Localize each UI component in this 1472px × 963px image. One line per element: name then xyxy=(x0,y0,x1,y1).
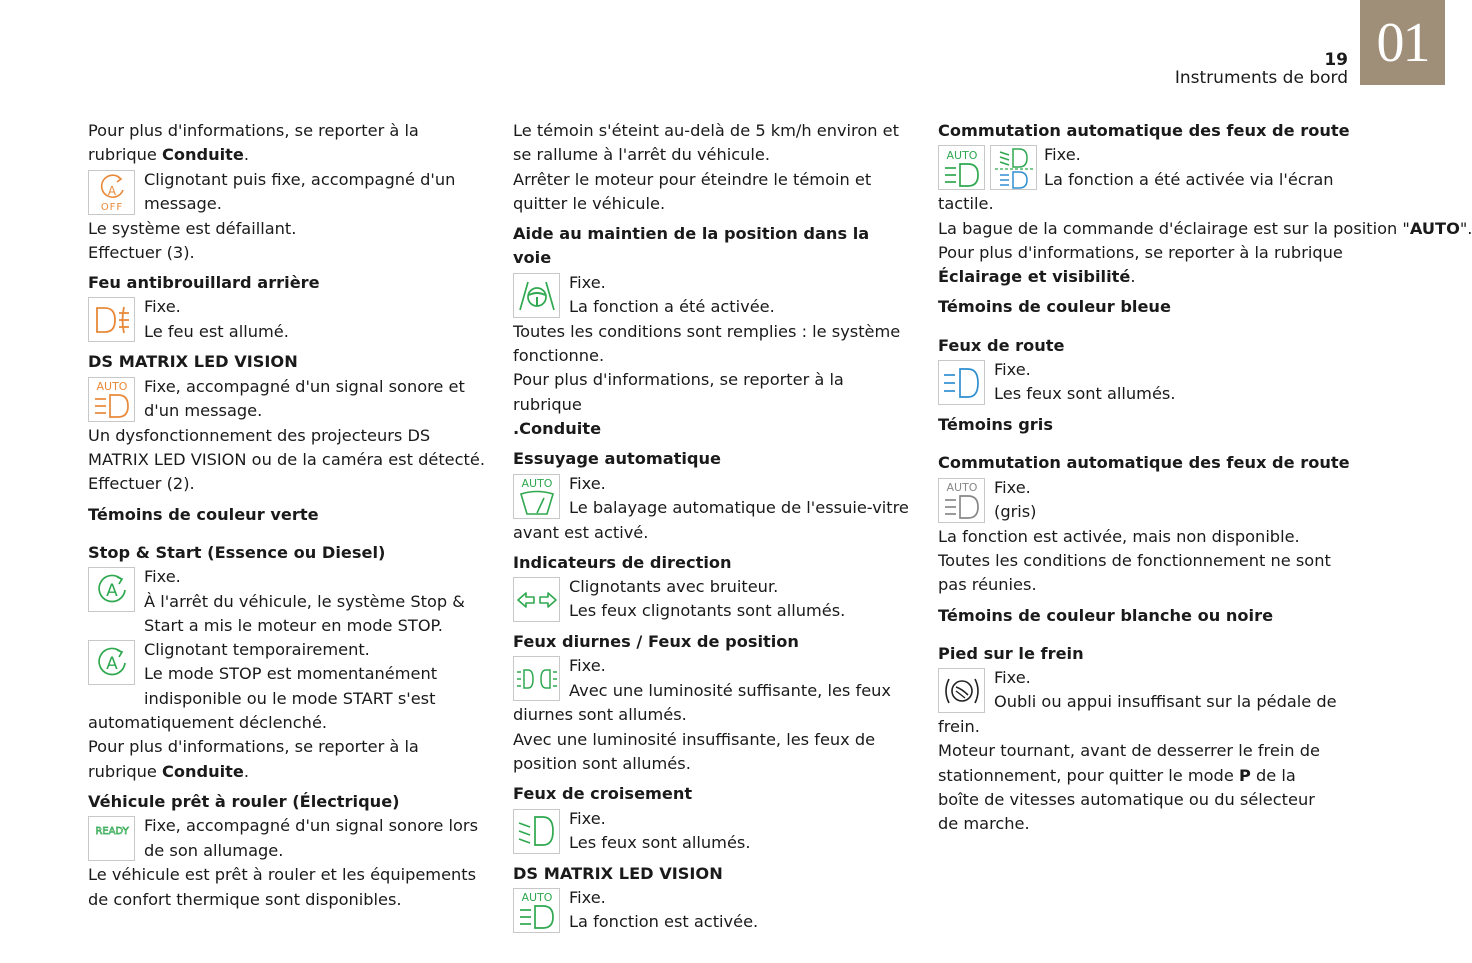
text: Clignotant temporairement. xyxy=(144,640,370,660)
text: Toutes les conditions de fonctionnement ne sont pas réunies. xyxy=(938,550,1331,595)
text: de son allumage. xyxy=(144,840,284,860)
text: diurnes sont allumés. xyxy=(513,705,687,725)
lane-keeping-icon xyxy=(513,273,560,318)
text: Toutes les conditions sont remplies : le système fonctionne. xyxy=(513,321,901,366)
heading: Véhicule prêt à rouler (Électrique) xyxy=(88,791,400,811)
svg-text:AUTO: AUTO xyxy=(946,148,977,162)
text: Start a mis le moteur en mode STOP. xyxy=(144,615,443,635)
stop-start-icon xyxy=(88,640,135,685)
text: La fonction a été activée. xyxy=(569,297,775,317)
column-2 xyxy=(513,119,913,935)
heading: Témoins gris xyxy=(938,415,1053,435)
icon-pair xyxy=(938,145,1037,190)
text: Effectuer (3). xyxy=(88,242,195,262)
text: La fonction a été activée via l'écran xyxy=(1044,169,1334,189)
svg-text:OFF: OFF xyxy=(100,202,123,214)
text: Oubli ou appui insuffisant sur la pédale de xyxy=(994,692,1337,712)
text: Pour plus d'informations, se reporter à la rubrique .Conduite xyxy=(513,370,844,438)
heading: Stop & Start (Essence ou Diesel) xyxy=(88,542,386,562)
text: Moteur tournant, avant de desserrer le frein de stationnement, pour quitter le mode P de la boîte de vitesses automatique ou du sélecteur de marche. xyxy=(938,741,1320,834)
svg-text:AUTO: AUTO xyxy=(96,380,127,394)
auto-high-beam-grey-icon xyxy=(938,478,985,523)
text: Arrêter le moteur pour éteindre le témoin et quitter le véhicule. xyxy=(513,169,872,213)
heading: Pied sur le frein xyxy=(938,643,1084,663)
svg-text:AUTO: AUTO xyxy=(521,891,552,905)
text: La fonction est activée, mais non disponible. xyxy=(938,526,1300,546)
auto-high-beam-icon xyxy=(938,145,985,190)
text: avant est activé. xyxy=(513,522,649,542)
text: Clignotants avec bruiteur. xyxy=(569,577,779,597)
text: Fixe. xyxy=(569,808,606,828)
text: Fixe. xyxy=(569,473,606,493)
heading: DS MATRIX LED VISION xyxy=(513,863,723,883)
text: Le feu est allumé. xyxy=(144,321,289,341)
svg-text:AUTO: AUTO xyxy=(946,481,977,495)
heading: Aide au maintien de la position dans la voie xyxy=(513,224,870,268)
svg-text:A: A xyxy=(105,580,118,601)
foot-on-brake-icon xyxy=(938,668,985,713)
text: Avec une luminosité suffisante, les feux xyxy=(569,680,891,700)
matrix-led-icon xyxy=(513,888,560,933)
svg-text:A: A xyxy=(107,184,116,199)
heading: DS MATRIX LED VISION xyxy=(88,352,298,372)
text: Les feux sont allumés. xyxy=(994,384,1176,404)
text: À l'arrêt du véhicule, le système Stop & xyxy=(144,591,465,611)
svg-text:A: A xyxy=(105,653,118,674)
text: indisponible ou le mode START s'est automatiquement déclenché. xyxy=(88,688,436,733)
auto-wiper-icon xyxy=(513,474,560,519)
text: Le véhicule est prêt à rouler et les équipements de confort thermique sont disponibles. xyxy=(88,865,477,909)
high-beam-icon xyxy=(938,360,985,405)
text: Fixe. xyxy=(569,887,606,907)
text: Fixe. xyxy=(994,477,1031,497)
heading: Commutation automatique des feux de route xyxy=(938,121,1350,140)
heading: Feux de croisement xyxy=(513,784,693,804)
text: Clignotant puis fixe, accompagné d'un xyxy=(144,169,456,189)
turn-signal-icon xyxy=(513,577,560,622)
text: Pour plus d'informations, se reporter à la rubrique Éclairage et visibilité. xyxy=(938,242,1343,287)
chapter-tab: 01 xyxy=(1360,0,1445,85)
text: Avec une luminosité insuffisante, les feux de position sont allumés. xyxy=(513,729,876,774)
matrix-led-warning-icon xyxy=(88,377,135,422)
text: d'un message. xyxy=(144,401,263,421)
text: Fixe. xyxy=(994,668,1031,688)
column-3 xyxy=(938,119,1472,837)
heading: Feux diurnes / Feux de position xyxy=(513,632,799,652)
text: La fonction est activée. xyxy=(569,912,759,932)
heading: Témoins de couleur blanche ou noire xyxy=(938,605,1274,625)
text: Le mode STOP est momentanément xyxy=(144,664,438,684)
svg-text:READY: READY xyxy=(94,825,129,837)
text: La bague de la commande d'éclairage est sur la position "AUTO". xyxy=(938,218,1472,238)
text: Un dysfonctionnement des projecteurs DS MATRIX LED VISION ou de la caméra est détecté. xyxy=(88,425,485,470)
stop-start-icon xyxy=(88,567,135,612)
heading: Témoins de couleur bleue xyxy=(938,297,1171,317)
text: Fixe. xyxy=(569,272,606,292)
text: Fixe, accompagné d'un signal sonore et xyxy=(144,376,465,396)
ready-icon xyxy=(88,816,135,861)
page-number: 19 xyxy=(1324,50,1348,70)
heading: Essuyage automatique xyxy=(513,449,722,469)
intro-paragraph: Pour plus d'informations, se reporter à la rubrique Conduite. xyxy=(88,121,419,165)
column-1 xyxy=(88,119,488,912)
heading: Indicateurs de direction xyxy=(513,552,732,572)
high-low-beam-switch-icon xyxy=(990,145,1037,190)
text: Fixe. xyxy=(994,360,1031,380)
heading: Feux de route xyxy=(938,335,1065,355)
text: Le système est défaillant. xyxy=(88,218,297,238)
text: Les feux sont allumés. xyxy=(569,832,751,852)
svg-text:AUTO: AUTO xyxy=(521,477,552,491)
heading: Témoins de couleur verte xyxy=(88,504,319,524)
text: Fixe. xyxy=(144,567,181,587)
text: Les feux clignotants sont allumés. xyxy=(569,601,846,621)
text: tactile. xyxy=(938,194,994,214)
text: Le balayage automatique de l'essuie-vitre xyxy=(569,497,909,517)
text: Effectuer (2). xyxy=(88,474,195,494)
rear-fog-light-icon xyxy=(88,297,135,342)
section-title: Instruments de bord xyxy=(1174,68,1348,88)
text: Le témoin s'éteint au-delà de 5 km/h environ et se rallume à l'arrêt du véhicule. xyxy=(513,121,899,165)
text: message. xyxy=(144,193,222,213)
heading: Feu antibrouillard arrière xyxy=(88,273,320,293)
text: Fixe. xyxy=(144,297,181,317)
heading: Commutation automatique des feux de route xyxy=(938,453,1350,473)
text: Fixe. xyxy=(569,656,606,676)
text: Fixe. xyxy=(1044,145,1081,165)
text: Pour plus d'informations, se reporter à la rubrique Conduite. xyxy=(88,737,419,781)
stop-start-off-warning-icon xyxy=(88,170,135,215)
daytime-running-lights-icon xyxy=(513,656,560,701)
dipped-beam-icon xyxy=(513,809,560,854)
text: frein. xyxy=(938,717,980,737)
text: (gris) xyxy=(994,501,1037,521)
text: Fixe, accompagné d'un signal sonore lors xyxy=(144,816,478,836)
